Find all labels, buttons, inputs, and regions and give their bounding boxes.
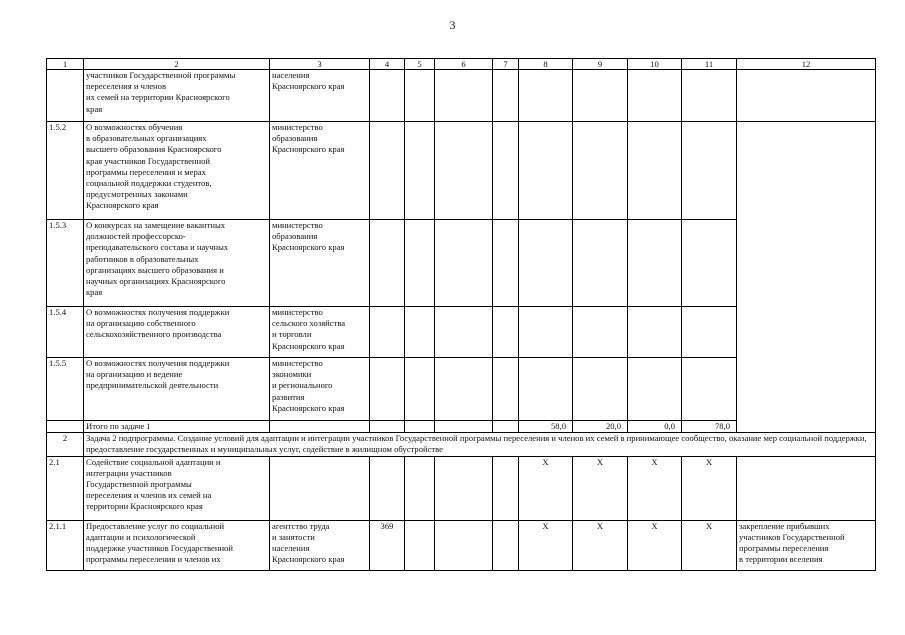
- row-number: 1.5.2: [47, 122, 84, 220]
- row-code: [370, 307, 405, 358]
- row-executor: [270, 421, 370, 433]
- row-value-9: Х: [573, 456, 628, 520]
- row-value-8: [519, 122, 573, 220]
- row-value-10: [628, 307, 682, 358]
- program-table: [46, 58, 876, 571]
- empty-cell: [435, 122, 493, 220]
- row-code: 369: [370, 520, 405, 570]
- row-value-9: [573, 70, 628, 122]
- table-row: [47, 70, 876, 122]
- empty-cell: [493, 520, 519, 570]
- row-value-8: [519, 220, 573, 307]
- row-executor: населения Красноярского края: [270, 70, 370, 122]
- empty-cell: [405, 456, 435, 520]
- empty-cell: [405, 70, 435, 122]
- row-value-11: Х: [682, 520, 737, 570]
- table-row: [47, 520, 876, 570]
- col-header: 2: [84, 59, 270, 70]
- row-value-9: [573, 220, 628, 307]
- empty-cell: [435, 307, 493, 358]
- task-text: Задача 2 подпрограммы. Создание условий для адаптации и интеграции участников Государственной программы переселения и членов их семей в принимающее сообщество, оказание мер социальной поддержки, предоставление государственных и муниципальных услуг, содействие в жилищном обустройстве: [84, 433, 876, 456]
- row-code: [370, 122, 405, 220]
- row-value-10: [628, 220, 682, 307]
- empty-cell: [493, 421, 519, 433]
- empty-cell: [435, 220, 493, 307]
- empty-cell: [435, 358, 493, 421]
- row-value-8: [519, 358, 573, 421]
- row-number: [47, 421, 84, 433]
- total-value-10: 0,0: [628, 421, 682, 433]
- col-header: 12: [737, 59, 876, 70]
- row-code: [370, 220, 405, 307]
- col-header: 8: [519, 59, 573, 70]
- row-executor: министерство образования Красноярского края: [270, 122, 370, 220]
- row-executor: министерство образования Красноярского края: [270, 220, 370, 307]
- col-header: 10: [628, 59, 682, 70]
- row-code: [370, 358, 405, 421]
- row-number: 2.1.1: [47, 520, 84, 570]
- row-value-11: [682, 307, 737, 358]
- row-executor: агентство труда и занятости населения Красноярского края: [270, 520, 370, 570]
- page-number: 3: [449, 18, 456, 32]
- empty-cell: [435, 456, 493, 520]
- col-header: 9: [573, 59, 628, 70]
- row-code: [370, 70, 405, 122]
- row-executor: министерство сельского хозяйства и торговли Красноярского края: [270, 307, 370, 358]
- row-value-11: Х: [682, 456, 737, 520]
- row-value-10: [628, 358, 682, 421]
- col-header: 3: [270, 59, 370, 70]
- row-name: О конкурсах на замещение вакантных должностей профессорско- преподавательского состава и научных работников в образовательных организациях высшего образования и научных организациях Красноярского края: [84, 220, 270, 307]
- total-value-9: 20,0: [573, 421, 628, 433]
- empty-cell: [435, 520, 493, 570]
- row-value-8: [519, 307, 573, 358]
- empty-cell: [493, 456, 519, 520]
- row-name: Предоставление услуг по социальной адаптации и психологической поддержке участников Государственной программы переселения и членов их: [84, 520, 270, 570]
- row-name: Содействие социальной адаптации и интеграции участников Государственной программы переселения и членов их семей на территории Красноярского края: [84, 456, 270, 520]
- empty-cell: [405, 220, 435, 307]
- row-name: О возможностях обучения в образовательных организациях высшего образования Красноярского края участников Государственной программы переселения и мерах социальной поддержки студентов, предусмотренных законами Красноярского края: [84, 122, 270, 220]
- row-executor: министерство экономики и регионального развития Красноярского края: [270, 358, 370, 421]
- table-row: [47, 456, 876, 520]
- row-name: О возможностях получения поддержки на организацию и ведение предпринимательской деятельности: [84, 358, 270, 421]
- empty-cell: [405, 520, 435, 570]
- empty-cell: [405, 307, 435, 358]
- empty-cell: [493, 358, 519, 421]
- row-number: 2.1: [47, 456, 84, 520]
- row-value-11: [682, 220, 737, 307]
- row-value-9: [573, 307, 628, 358]
- row-executor: [270, 456, 370, 520]
- row-value-9: Х: [573, 520, 628, 570]
- col-header: 6: [435, 59, 493, 70]
- total-label: Итого по задаче 1: [84, 421, 270, 433]
- total-value-11: 78,0: [682, 421, 737, 433]
- row-value-8: [519, 70, 573, 122]
- task-row: [47, 433, 876, 456]
- col-header: 4: [370, 59, 405, 70]
- empty-cell: [493, 70, 519, 122]
- empty-cell: [493, 220, 519, 307]
- row-value-8: Х: [519, 520, 573, 570]
- row-name: О возможностях получения поддержки на организацию собственного сельскохозяйственного производства: [84, 307, 270, 358]
- empty-cell: [435, 421, 493, 433]
- task-number: 2: [47, 433, 84, 456]
- empty-cell: [405, 421, 435, 433]
- row-number: [47, 70, 84, 122]
- empty-cell: [493, 122, 519, 220]
- row-value-8: Х: [519, 456, 573, 520]
- row-result-merged: [737, 122, 876, 433]
- empty-cell: [435, 70, 493, 122]
- row-value-11: [682, 358, 737, 421]
- row-code: [370, 421, 405, 433]
- row-number: 1.5.3: [47, 220, 84, 307]
- row-result: закрепление прибывших участников Государственной программы переселения в территории вселения: [737, 520, 876, 570]
- row-code: [370, 456, 405, 520]
- row-number: 1.5.4: [47, 307, 84, 358]
- row-value-9: [573, 358, 628, 421]
- row-value-10: Х: [628, 456, 682, 520]
- col-header: 7: [493, 59, 519, 70]
- col-header: 5: [405, 59, 435, 70]
- row-value-10: [628, 122, 682, 220]
- total-value-8: 58,0: [519, 421, 573, 433]
- empty-cell: [405, 122, 435, 220]
- row-name: участников Государственной программы переселения и членов их семей на территории Красноярского края: [84, 70, 270, 122]
- row-number: 1.5.5: [47, 358, 84, 421]
- empty-cell: [493, 307, 519, 358]
- table-row: [47, 122, 876, 220]
- row-value-10: [628, 70, 682, 122]
- column-number-row: [47, 59, 876, 70]
- row-value-10: Х: [628, 520, 682, 570]
- empty-cell: [405, 358, 435, 421]
- row-value-11: [682, 70, 737, 122]
- row-value-11: [682, 122, 737, 220]
- col-header: 1: [47, 59, 84, 70]
- row-result: [737, 70, 876, 122]
- row-value-9: [573, 122, 628, 220]
- col-header: 11: [682, 59, 737, 70]
- row-result: [737, 456, 876, 520]
